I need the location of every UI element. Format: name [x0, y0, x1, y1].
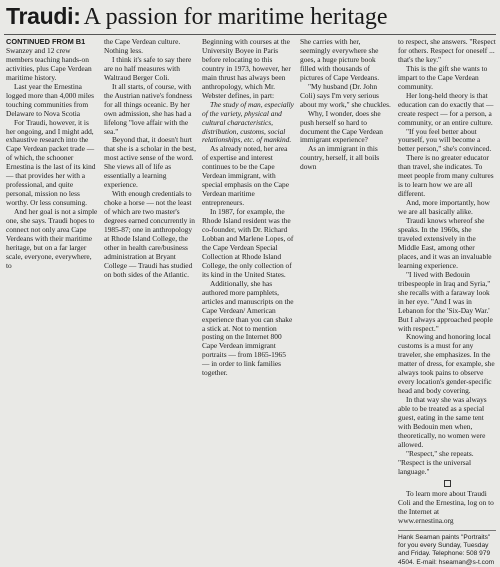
headline-rest: A passion for maritime heritage: [83, 4, 388, 30]
article-column-5: [398, 37, 496, 566]
closing-note: To learn more about Traudi Coli and the Ernestina, log on to the Internet at www.ernestina.org: [398, 488, 494, 525]
article-column-1: [6, 38, 98, 293]
article-column-3: [202, 37, 294, 378]
paragraph: Why, I wonder, does she push herself so hard to document the Cape Verdean immigrant experience?: [300, 108, 383, 145]
headline-rule: [4, 34, 496, 35]
end-mark: [444, 480, 451, 487]
paragraph: For Traudi, however, it is her ongoing, and I might add, exhaustive research into the Cape Verdean packet trade — of which, the schooner Ernestina is the last of its kind — that provides her with a professional, and quite personal, mission no less worthy. Or less consuming.: [6, 117, 96, 208]
article-column-2: [104, 38, 196, 458]
paragraph: Her long-held theory is that education can do exactly that —create respect — for a person, a community, or an entire culture.: [398, 90, 494, 127]
paragraph: I think it's safe to say there are no half measures with Waltraud Berger Coli.: [104, 54, 192, 82]
paragraph: As an immigrant in this country, herself, it all boils down: [300, 144, 380, 172]
paragraph: As already noted, her area of expertise and interest continues to be the Cape Verdean immigrant, with special emphasis on the Cape Verdean maritime entrepreneurs.: [202, 144, 290, 208]
paragraph: Beyond that, it doesn't hurt that she is a scholar in the best, most active sense of the word. She views all of life as essentially a learning experience.: [104, 135, 196, 190]
paragraph: This is the gift she wants to impart to the Cape Verdean community.: [398, 63, 488, 91]
continued-kicker: CONTINUED FROM B1: [6, 37, 86, 46]
paragraph: And, more importantly, how we are all basically alike.: [398, 198, 490, 217]
paragraph: In 1987, for example, the Rhode Island resident was the co-founder, with Dr. Richard Lobban and Marlene Lopes, of the Cape Verdean Special Collection at Rhode Island College, the only collection of its kind in the United States.: [202, 207, 294, 279]
paragraph: to respect, she answers. "Respect for others. Respect for oneself ... that's the key.": [398, 37, 496, 64]
paragraph: In that way she was always able to be treated as a special guest, eating in the same tent with Bedouin men when, theoretically, no women were allowed.: [398, 395, 487, 449]
paragraph: With enough credentials to choke a horse — not the least of which are two master's degrees earned concurrently in 1985-87; one in anthropology at Rhode Island College, the other in health care/business administration at Bryant College — Traudi has studied on both sides of the Atlantic.: [104, 189, 195, 279]
definition-quote: The study of man, especially of the variety, physical and cultural characteristics, distribution, customs, social relationships, etc. of mankind.: [202, 99, 294, 145]
paragraph: And her goal is not a simple one, she says. Traudi hopes to connect not only area Cape Verdeans with their maritime heritage, but on a far larger scale, everyone, everywhere, to: [6, 207, 98, 270]
author-credit: Hank Seaman paints "Portraits" for you every Sunday, Tuesday and Friday. Telephone: 508 979 4504. E-mail: hseaman@s-t.com: [398, 533, 495, 566]
paragraph: "I lived with Bedouin tribespeople in Iraq and Syria," she recalls with a faraway look in her eye. "And I was in Lebanon for the 'Six-Day War.' But I always approached people with respect.": [398, 269, 493, 333]
paragraph: the Cape Verdean culture. Nothing less.: [104, 37, 181, 55]
paragraph: "Respect," she repeats. "Respect is the universal language.": [398, 448, 474, 476]
paragraph: Last year the Ernestina logged more than 4,000 miles touching communities from Delaware to Nova Scotia: [6, 81, 95, 118]
paragraph: There is no greater educator than travel, she indicates. To meet people from many cultures is to learn how we are all different.: [398, 153, 494, 199]
paragraph: It all starts, of course, with the Austrian native's fondness for all things oceanic. By her own admission, she has had a lifelong "love affair with the sea.": [104, 81, 193, 136]
headline: [6, 3, 496, 33]
paragraph: Additionally, she has authored more pamphlets, articles and manuscripts on the Cape Verdean/ American experience than you can shake a stick at. Not to mention posting on the Internet 800 Cape Verdean immigrant portraits — from 1865-1965 — in order to link families together.: [202, 278, 294, 378]
paragraph: Beginning with courses at the University Boyee in Paris before relocating to this country in 1973, however, her main thrust has always been anthropology, which Mr. Webster defines, in part:: [202, 37, 291, 100]
article-column-4: [300, 38, 392, 538]
paragraph: "If you feel better about yourself, you will become a better person," she's convinced.: [398, 126, 492, 154]
headline-lead: Traudi:: [6, 3, 81, 29]
paragraph: Swanzey and 12 crew members teaching hands-on activities, plus Cape Verdean maritime history.: [6, 45, 92, 82]
paragraph: "My husband (Dr. John Coli) says I'm very serious about my work," she chuckles.: [300, 81, 391, 109]
paragraph: She carries with her, seemingly everywhere she goes, a huge picture book filled with thousands of pictures of Cape Verdeans.: [300, 37, 380, 82]
credit-divider: [398, 530, 496, 531]
paragraph: Traudi knows whereof she speaks. In the 1960s, she traveled extensively in the Middle East, among other places, and it was an invaluable learning experience.: [398, 216, 492, 270]
paragraph: Knowing and honoring local customs is a must for any traveler, she emphasizes. In the matter of dress, for example, she always took pains to observe every location's gender-specific head and body covering.: [398, 332, 495, 396]
